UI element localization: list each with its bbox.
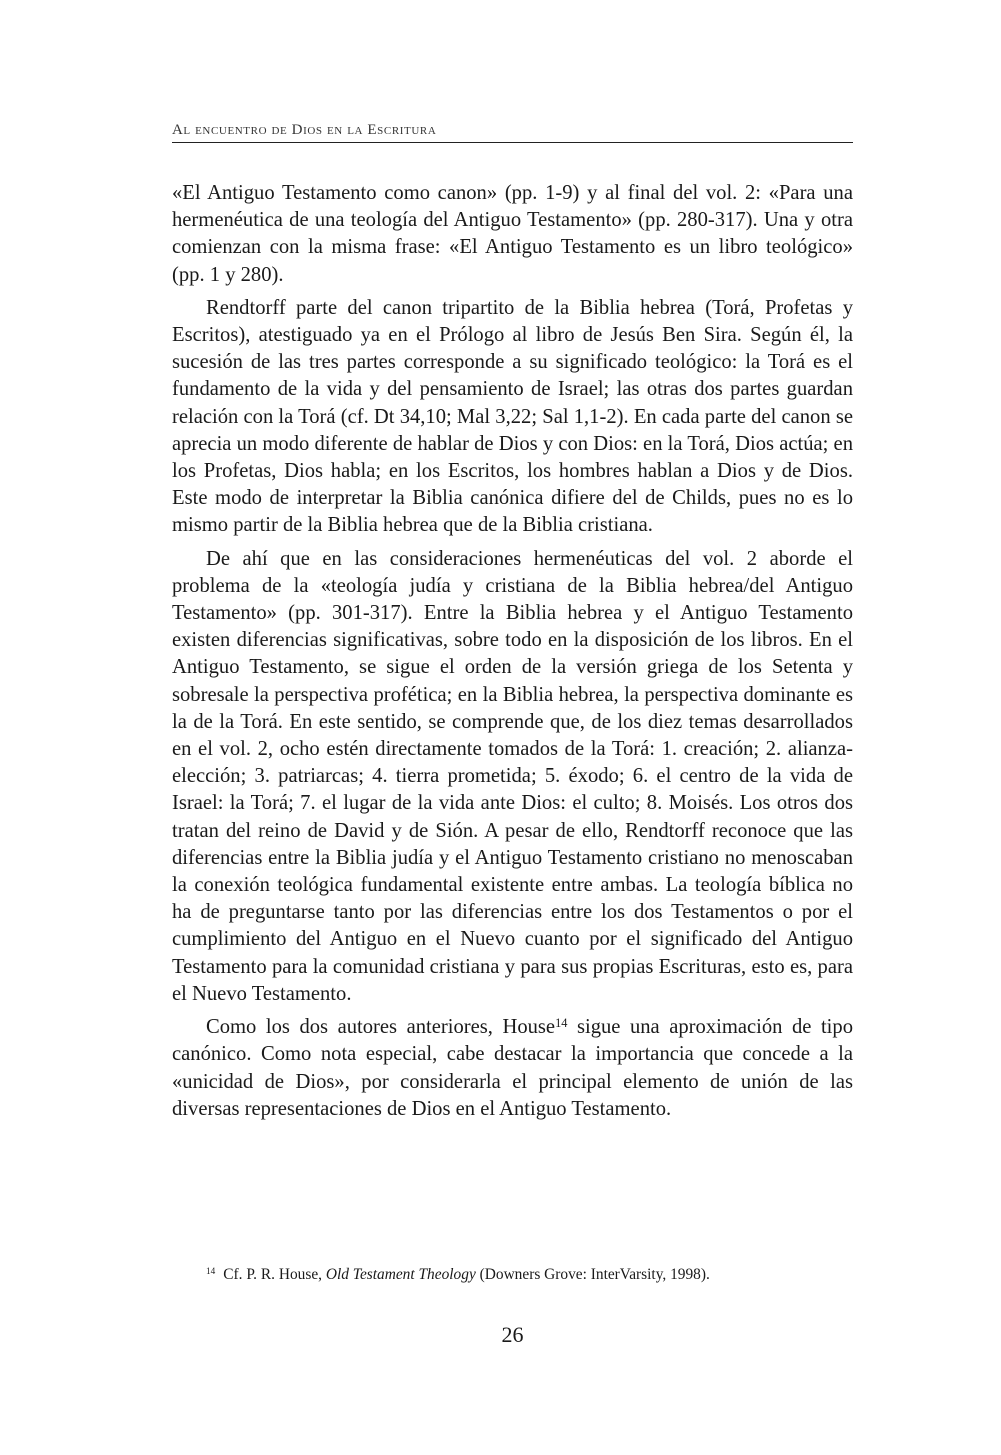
footnote-suffix: (Downers Grove: InterVarsity, 1998).: [475, 1266, 710, 1283]
paragraph: «El Antiguo Testamento como canon» (pp. 1-9) y al final del vol. 2: «Para una hermenéutica de una teología del Antiguo Testamento» (pp. 280-317). Una y otra comienzan con la misma frase: «El Antiguo Testamento es un libro teológico» (pp. 1 y 280).: [172, 182, 853, 286]
footnote: [206, 1265, 853, 1285]
footnote-number: 14: [206, 1266, 216, 1277]
footnote-title: Old Testament Theology: [325, 1266, 476, 1283]
body-text: [172, 180, 853, 1129]
paragraph-text: Como los dos autores anteriores, House: [206, 1016, 556, 1039]
paragraph: Rendtorff parte del canon tripartito de la Biblia hebrea (Torá, Profetas y Escritos), atestiguado ya en el Prólogo al libro de Jesús Ben Sira. Según él, la sucesión de las tres partes corresponde a su significado teológico: la Torá es el fundamento de la vida y del pensamiento de Israel; las otras dos partes guardan relación con la Torá (cf. Dt 34,10; Mal 3,22; Sal 1,1-2). En cada parte del canon se aprecia un modo diferente de hablar de Dios y con Dios: en la Torá, Dios actúa; en los Profetas, Dios habla; en los Escritos, los hombres hablan a Dios y de Dios. Este modo de interpretar la Biblia canónica difiere del de Childs, pues no es lo mismo partir de la Biblia hebrea que de la Biblia cristiana.: [172, 296, 853, 537]
page-number: 26: [501, 1322, 524, 1347]
header-rule: [172, 142, 853, 143]
footnote-prefix: Cf. P. R. House,: [223, 1266, 326, 1283]
paragraph: [172, 1014, 853, 1123]
paragraph: De ahí que en las consideraciones hermenéuticas del vol. 2 aborde el problema de la «teología judía y cristiana de la Biblia hebrea/del Antiguo Testamento» (pp. 301-317). Entre la Biblia hebrea y el Antiguo Testamento existen diferencias significativas, sobre todo en la disposición de los libros. En el Antiguo Testamento, se sigue el orden de la versión griega de los Setenta y sobresale la perspectiva profética; en la Biblia hebrea, la perspectiva dominante es la de la Torá. En este sentido, se comprende que, de los diez temas desarrollados en el vol. 2, ocho estén directamente tomados de la Torá: 1. creación; 2. alianza-elección; 3. patriarcas; 4. tierra prometida; 5. éxodo; 6. el centro de la vida de Israel: la Torá; 7. el lugar de la vida ante Dios: el culto; 8. Moisés. Los otros dos tratan del reino de David y de Sión. A pesar de ello, Rendtorff reconoce que las diferencias entre la Biblia judía y el Antiguo Testamento cristiano no menoscaban la conexión teológica fundamental existente entre ambas. La teología bíblica no ha de preguntarse tanto por las diferencias entre los dos Testamentos o por el cumplimiento del Antiguo en el Nuevo cuanto por el significado del Antiguo Testamento para la comunidad cristiana y para sus propias Escrituras, esto es, para el Nuevo Testamento.: [172, 547, 853, 1005]
footnote-reference[interactable]: 14: [555, 1015, 568, 1030]
running-header: Al encuentro de Dios en la Escritura: [172, 122, 437, 138]
paragraph-text: sigue una aproximación de tipo canónico. Como nota especial, cabe destacar la importancia que concede a la «unicidad de Dios», por considerarla el principal elemento de unión de las diversas representaciones de Dios en el Antiguo Testamento.: [172, 1016, 853, 1120]
